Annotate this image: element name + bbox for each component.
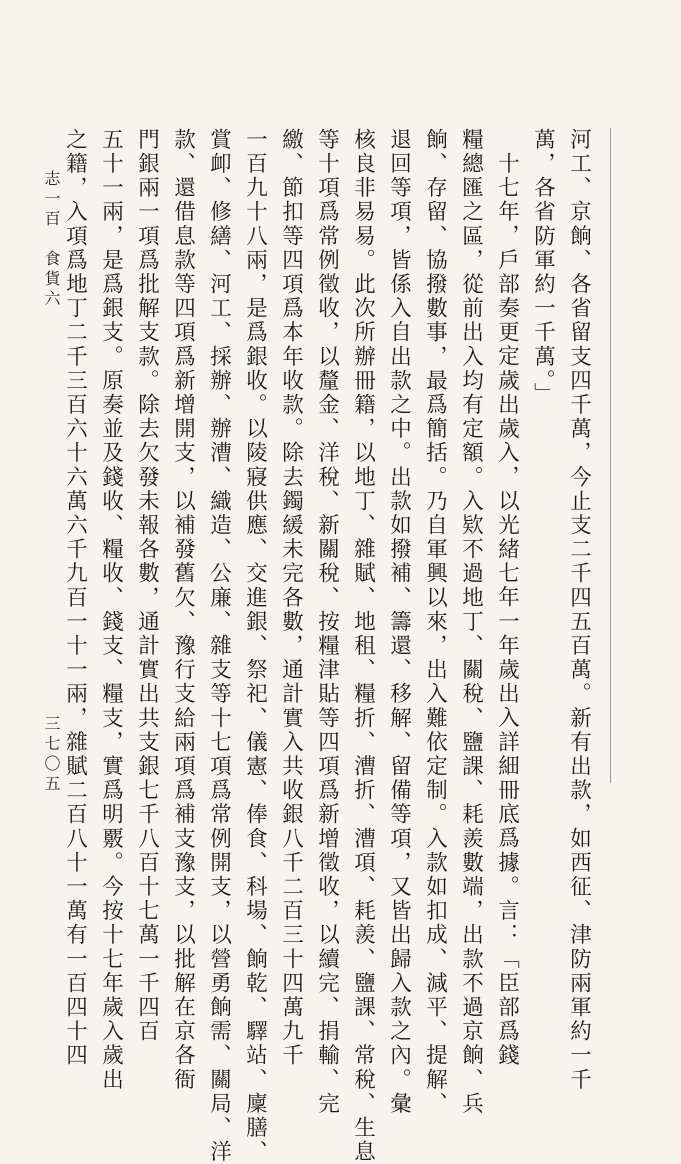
column-rule	[610, 128, 611, 783]
text-column: 糧總匯之區，從前出入均有定額。入欵不過地丁、關稅、鹽課、耗羨數端，出款不過京餉、兵	[458, 128, 484, 1117]
text-column: 賞卹、修繕、河工、採辦、辦漕、織造、公廉、雜支等十七項爲常例開支，以營勇餉需、關局、洋	[206, 128, 232, 1164]
text-column: 餉、存留、協撥數事，最爲簡括。乃自軍興以來，出入難依定制。入款如扣成、減平、提解、	[422, 128, 448, 1117]
text-column: 萬，各省防軍約一千萬。」	[530, 128, 556, 407]
text-column: 等十項爲常例徵收，以釐金、洋稅、新關稅、按糧津貼等四項爲新增徵收，以續完、捐輸、完	[314, 128, 340, 1117]
text-column: 核良非易易。此次所辦冊籍，以地丁、雜賦、地租、糧折、漕折、漕項、耗羨、鹽課、常稅、生息	[350, 128, 376, 1164]
text-column: 五十一兩，是爲銀支。原奏並及錢收、糧收、錢支、糧支，實爲明覈。今按十七年歲入歲出	[98, 128, 124, 1092]
section-label: 志一百	[42, 170, 61, 230]
text-column: 門銀兩一項爲批解支款。除去欠發未報各數，通計實出共支銀七千八百十七萬一千四百	[134, 128, 160, 1044]
page-number: 三七〇五	[42, 715, 61, 795]
text-column: 河工、京餉、各省留支四千萬，今止支二千四五百萬。新有出款，如西征、津防兩軍約一千	[566, 128, 592, 1092]
text-column: 退回等項，皆係入自出款之中。出款如撥補、籌還、移解、留備等項，又皆出歸入款之內。彙	[386, 128, 412, 1117]
text-column: 十七年，戶部奏更定歲出歲入，以光緒七年一年歲出入詳細冊底爲據。言：「臣部爲錢	[494, 152, 520, 1068]
subject-label: 食貨六	[42, 250, 61, 310]
text-column: 款、還借息款等四項爲新增開支，以補發舊欠、豫行支給兩項爲補支豫支，以批解在京各衙	[170, 128, 196, 1092]
text-column: 繳、節扣等四項爲本年收款。除去鐲緩未完各數，通計實入共收銀八千二百三十四萬九千	[278, 128, 304, 1068]
text-column: 之籍，入項爲地丁二千三百六十六萬六千九百一十一兩，雜賦二百八十一萬有一百四十四	[62, 128, 88, 1068]
text-column: 一百九十八兩，是爲銀收。以陵寢供應、交進銀、祭祀、儀憲、俸食、科場、餉乾、驛站、廩膳、	[242, 128, 268, 1164]
